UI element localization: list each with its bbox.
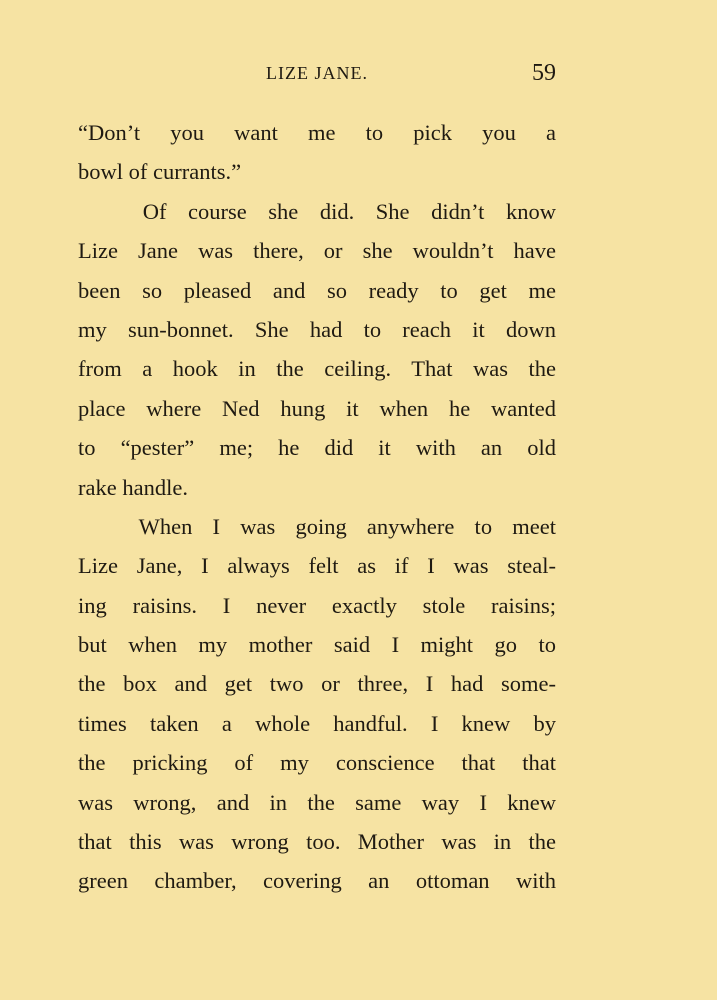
text-line: green chamber, covering an ottoman with: [78, 868, 556, 894]
text-line: bowl of currants.”: [78, 159, 242, 185]
text-line: Of course she did. She didn’t know: [78, 198, 556, 224]
text-line: the box and get two or three, I had some-: [78, 671, 556, 697]
text-line: to “pester” me; he did it with an old: [78, 435, 556, 461]
text-line: the pricking of my conscience that that: [78, 750, 556, 776]
text-line: but when my mother said I might go to: [78, 632, 556, 658]
text-line: ing raisins. I never exactly stole raisins;: [78, 592, 556, 618]
text-line: times taken a whole handful. I knew by: [78, 710, 556, 736]
text-line: Lize Jane, I always felt as if I was steal-: [78, 553, 556, 579]
body-text: [78, 113, 556, 901]
text-line: “Don’t you want me to pick you a: [78, 120, 556, 145]
running-title: LIZE JANE.: [266, 63, 368, 83]
text-line: was wrong, and in the same way I knew: [78, 789, 556, 815]
running-head: [78, 58, 556, 88]
text-line: place where Ned hung it when he wanted: [78, 395, 556, 421]
text-line: Lize Jane was there, or she wouldn’t have: [78, 238, 556, 264]
text-line: When I was going anywhere to meet: [78, 513, 556, 539]
text-line: been so pleased and so ready to get me: [78, 277, 556, 303]
page-number: 59: [532, 60, 556, 86]
text-line: my sun-bonnet. She had to reach it down: [78, 316, 556, 342]
text-line: that this was wrong too. Mother was in the: [78, 829, 556, 855]
text-line: rake handle.: [78, 474, 188, 500]
text-line: from a hook in the ceiling. That was the: [78, 356, 556, 382]
